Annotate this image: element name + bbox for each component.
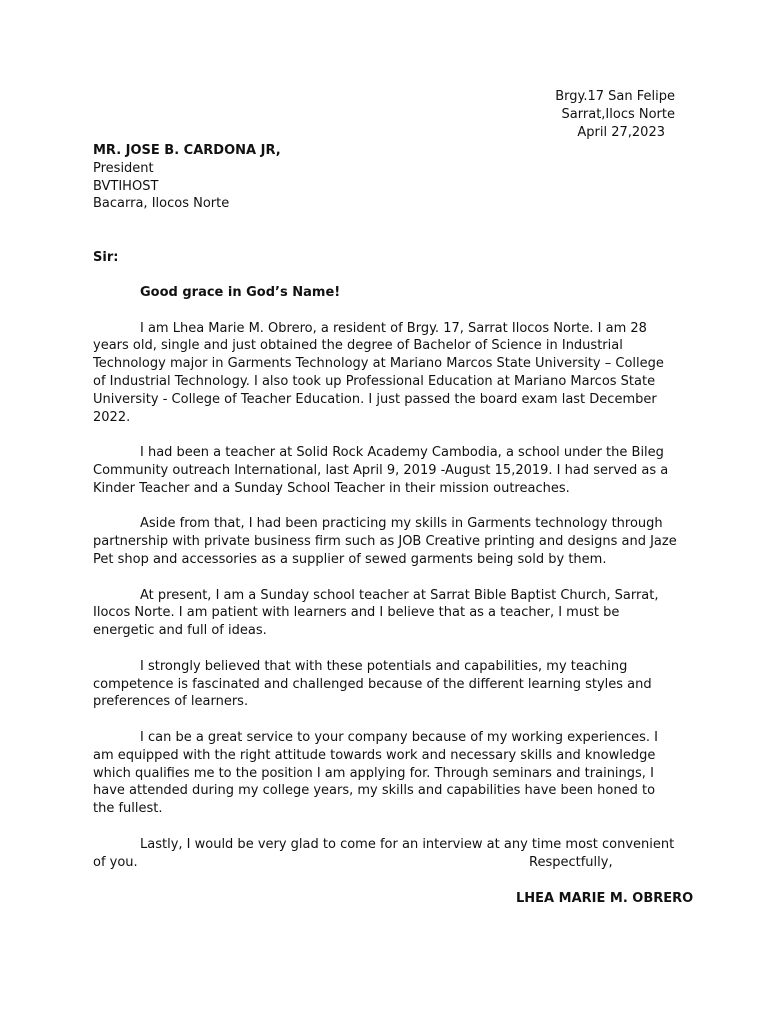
sender-address-line1: Brgy.17 San Felipe <box>555 89 675 104</box>
paragraph-qualifications: I can be a great service to your company because of my working experiences. I am equipped with the right attitude towards work and necessary skills and knowledge which qualifies me to the position I am applying for. Through seminars and trainings, I have attended during my college years, my skills and capabilities have been honed to the fullest. <box>93 729 659 817</box>
recipient-block <box>93 142 281 213</box>
signature-name: LHEA MARIE M. OBRERO <box>516 891 694 906</box>
closing: Respectfully, <box>529 855 613 870</box>
recipient-organization: BVTIHOST <box>93 178 159 194</box>
greeting: Good grace in God’s Name! <box>140 285 341 300</box>
letter-date: April 27,2023 <box>577 124 665 140</box>
letter-body <box>93 284 679 889</box>
recipient-location: Bacarra, Ilocos Norte <box>93 196 230 212</box>
paragraph-teaching-experience: I had been a teacher at Solid Rock Academy Cambodia, a school under the Bileg Community outreach International, last April 9, 2019 -August 15,2019. I had served as a Kinder Teacher and a Sunday School Teacher in their mission outreaches. <box>93 445 669 496</box>
salutation: Sir: <box>93 250 119 265</box>
sender-block <box>480 88 675 141</box>
paragraph-potentials: I strongly believed that with these potentials and capabilities, my teaching competence is fascinated and challenged because of the different learning styles and preferences of learners. <box>93 658 652 710</box>
paragraph-introduction: I am Lhea Marie M. Obrero, a resident of Brgy. 17, Sarrat Ilocos Norte. I am 28 years old, single and just obtained the degree of Bachelor of Science in Industrial Technology major in Garments Technology at Mariano Marcos State University – College of Industrial Technology. I also took up Professional Education at Mariano Marcos State University - College of Teacher Education. I just passed the board exam last December 2022. <box>93 320 664 425</box>
recipient-name: MR. JOSE B. CARDONA JR, <box>93 143 281 158</box>
paragraph-present-role: At present, I am a Sunday school teacher at Sarrat Bible Baptist Church, Sarrat, Ilocos Norte. I am patient with learners and I believe that as a teacher, I must be energetic and full of ideas. <box>93 587 659 639</box>
recipient-title: President <box>93 160 154 176</box>
sender-address-line2: Sarrat,Ilocs Norte <box>561 106 675 122</box>
paragraph-interview-request: Lastly, I would be very glad to come for an interview at any time most convenient of you. <box>93 836 675 870</box>
paragraph-garments-experience: Aside from that, I had been practicing my skills in Garments technology through partnership with private business firm such as JOB Creative printing and designs and Jaze Pet shop and accessories as a supplier of sewed garments being sold by them. <box>93 516 677 567</box>
